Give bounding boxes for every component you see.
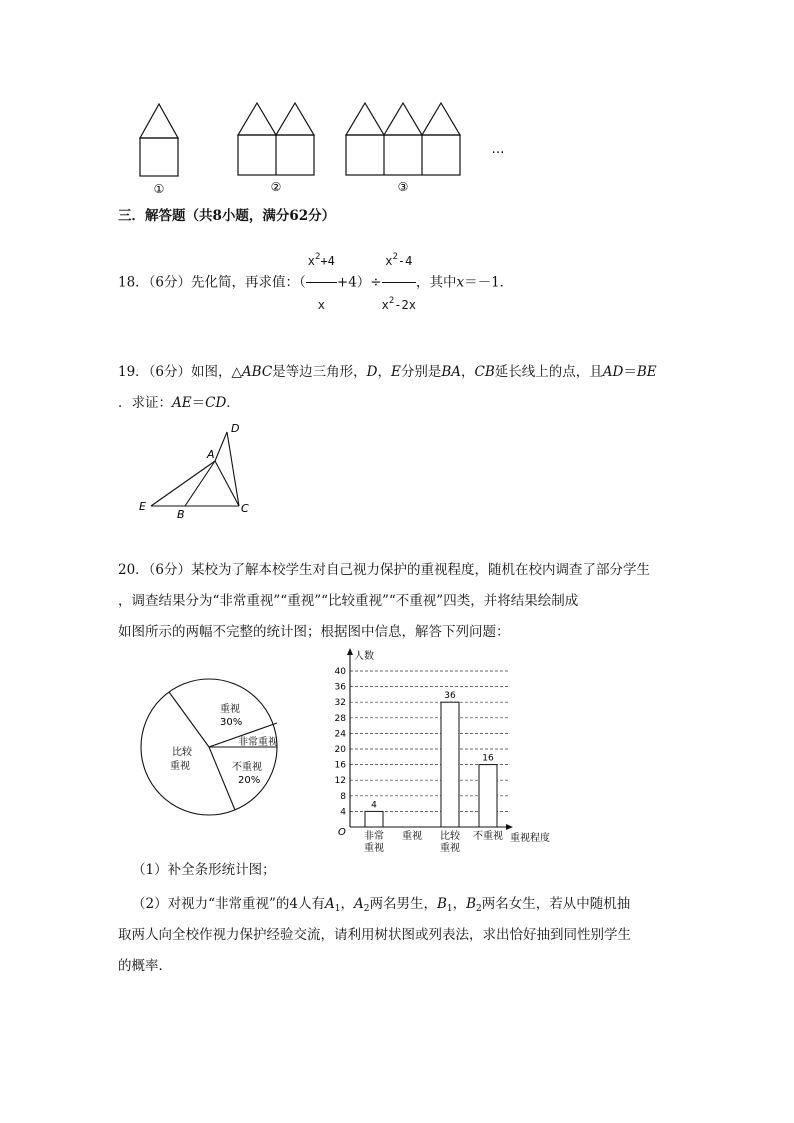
pie-label-zhongshi: 重视: [220, 704, 240, 715]
q18-f1-den: x: [317, 298, 325, 312]
q20-a2-sub: 2: [363, 904, 370, 914]
y-axis-arrow: [347, 648, 353, 655]
q20-sub2-line1: [132, 894, 630, 914]
q19-comma: ，: [377, 364, 391, 380]
q18-frac1: [306, 242, 337, 324]
q18-f2-num-exp: 2: [392, 252, 398, 262]
q18-text: [118, 242, 513, 324]
q18-f2-den-exp: 2: [388, 296, 395, 306]
q19-line2a: ．求证：: [118, 395, 172, 411]
triangle-figure: [135, 418, 265, 523]
category-label-0: 非常: [364, 831, 384, 842]
q20-b1: B: [436, 896, 447, 912]
q19-e: E: [390, 364, 401, 380]
x-axis-arrow: [506, 824, 513, 830]
category-label-0: 重视: [364, 843, 384, 854]
q20-b2-sub: 2: [476, 904, 482, 914]
q20-sep1: ，: [340, 896, 354, 912]
q19-ad: AD: [602, 364, 624, 380]
q20-line3: 如图所示的两幅不完整的统计图；根据图中信息，解答下列问题：: [118, 624, 510, 640]
q18-f2-den-b: -2x: [394, 298, 416, 312]
pie-label-bijiao-2: 重视: [170, 761, 190, 772]
category-label-3: 不重视: [473, 831, 503, 842]
y-tick-label: 36: [334, 682, 346, 693]
q18-var-x: x: [456, 274, 465, 291]
q19-p1: 19．（6分）如图，△: [118, 364, 242, 380]
bar-data-label-2: 36: [444, 691, 456, 702]
pie-label-bijiao-1: 比较: [172, 747, 192, 758]
q19-eq: ＝: [623, 364, 637, 380]
pattern-label-3: ③: [397, 180, 409, 194]
q19-p2: 是等边三角形，: [272, 364, 367, 380]
q18-suffix-b: ＝－1．: [464, 274, 514, 291]
y-tick-label: 24: [334, 729, 346, 740]
q18-plus: +4）÷: [336, 274, 382, 291]
q18-f1-num-b: +4: [320, 254, 335, 268]
house-pattern-figure: [120, 95, 520, 200]
q20-sep2: ，: [452, 896, 467, 912]
q20-a1: A: [324, 896, 335, 912]
q20-sub2-line3: 的概率．: [118, 958, 172, 974]
pattern-label-2: ②: [270, 180, 282, 194]
pie-chart: [140, 675, 290, 825]
bar-data-label-3: 16: [482, 753, 494, 764]
label-E: E: [139, 500, 146, 513]
q19-p4: 延长线上的点，且: [494, 364, 603, 380]
house2-roof-2: [276, 103, 314, 135]
q19-cd: CD: [205, 395, 227, 411]
y-tick-label: 28: [334, 713, 346, 724]
q19-line1: [118, 362, 657, 382]
q19-be: BE: [636, 364, 657, 380]
bar-2: [441, 702, 459, 827]
q20-sub2-a: （2）对视力“非常重视”的4人有: [132, 896, 325, 912]
y-axis-label: 人数: [354, 651, 374, 662]
section3-heading: 三．解答题（共8小题，满分62分）: [118, 208, 336, 224]
q19-abc: ABC: [241, 364, 273, 380]
label-D: D: [231, 422, 240, 435]
category-label-2: 重视: [440, 843, 460, 854]
q20-line1: 20．（6分）某校为了解本校学生对自己视力保护的重视程度，随机在校内调查了部分学生: [118, 562, 651, 578]
y-tick-label: 4: [340, 807, 346, 818]
q20-b2: B: [466, 896, 477, 912]
q20-sub1: （1）补全条形统计图；: [132, 862, 276, 878]
q20-b1-sub: 1: [446, 904, 453, 914]
q20-a2: A: [353, 896, 364, 912]
pie-label-feichang: 非常重视: [238, 737, 278, 748]
q19-eq2: ＝: [191, 395, 206, 411]
house1-roof: [140, 104, 178, 138]
q18-f1-num-a: x: [307, 254, 316, 268]
q20-line2: ，调查结果分为“非常重视”“重视”“比较重视”“不重视”四类，并将结果绘制成: [118, 593, 579, 609]
q18-f1-num-exp: 2: [315, 252, 321, 262]
bar-0: [365, 811, 383, 827]
q18-f2-num-a: x: [385, 254, 393, 268]
label-B: B: [177, 508, 185, 521]
q20-sub2-b: 两名男生，: [369, 896, 437, 912]
q19-cb: CB: [474, 364, 495, 380]
pie-divider-4: [209, 747, 235, 810]
bar-3: [479, 765, 497, 827]
q18-f2-den-a: x: [381, 298, 389, 312]
x-axis-label: 重视程度: [510, 833, 550, 844]
house2-roof-1: [238, 103, 276, 135]
q19-ae: AE: [172, 395, 192, 411]
q19-end: ．: [226, 395, 240, 411]
bar-data-label-0: 4: [371, 800, 377, 811]
q20-sub2-line2: 取两人向全校作视力保护经验交流，请利用树状图或列表法，求出恰好抽到同性别学生: [118, 927, 631, 943]
y-tick-label: 20: [334, 745, 346, 755]
q19-line2: [118, 393, 240, 413]
house3-roof-3: [422, 103, 460, 135]
q20-sub2-c: 两名女生，若从中随机抽: [481, 896, 631, 912]
q18-f2-num-b: -4: [397, 254, 413, 268]
pie-divider-1: [169, 692, 209, 747]
house3-roof-1: [346, 103, 384, 135]
y-tick-label: 8: [340, 791, 346, 802]
label-A: A: [207, 448, 215, 461]
y-tick-label: 16: [334, 760, 346, 771]
q19-p3: 分别是: [400, 364, 442, 380]
house3-roof-2: [384, 103, 422, 135]
house3-body: [346, 135, 460, 175]
q19-d: D: [366, 364, 378, 380]
q20-a1-sub: 1: [334, 904, 341, 914]
label-C: C: [241, 502, 249, 515]
origin-label: O: [338, 827, 346, 838]
bar-chart: [330, 645, 570, 860]
q19-ba: BA: [441, 364, 462, 380]
pie-label-buzhong: 不重视: [232, 762, 262, 773]
category-label-2: 比较: [440, 831, 460, 842]
y-tick-label: 32: [334, 698, 346, 709]
house1-body: [140, 138, 178, 176]
pie-label-buzhong-pct: 20%: [238, 775, 261, 786]
y-tick-label: 40: [334, 667, 346, 677]
y-tick-label: 12: [334, 776, 346, 787]
category-label-1: 重视: [402, 831, 422, 842]
pattern-ellipsis: …: [491, 142, 505, 157]
pattern-label-1: ①: [153, 182, 165, 196]
pie-label-zhongshi-pct: 30%: [220, 717, 243, 728]
q19-comma2: ，: [461, 364, 475, 380]
q18-frac2: [382, 242, 416, 324]
q18-suffix-a: ，其中: [415, 274, 457, 291]
q18-prefix: 18．（6分）先化简，再求值：（: [118, 274, 306, 291]
